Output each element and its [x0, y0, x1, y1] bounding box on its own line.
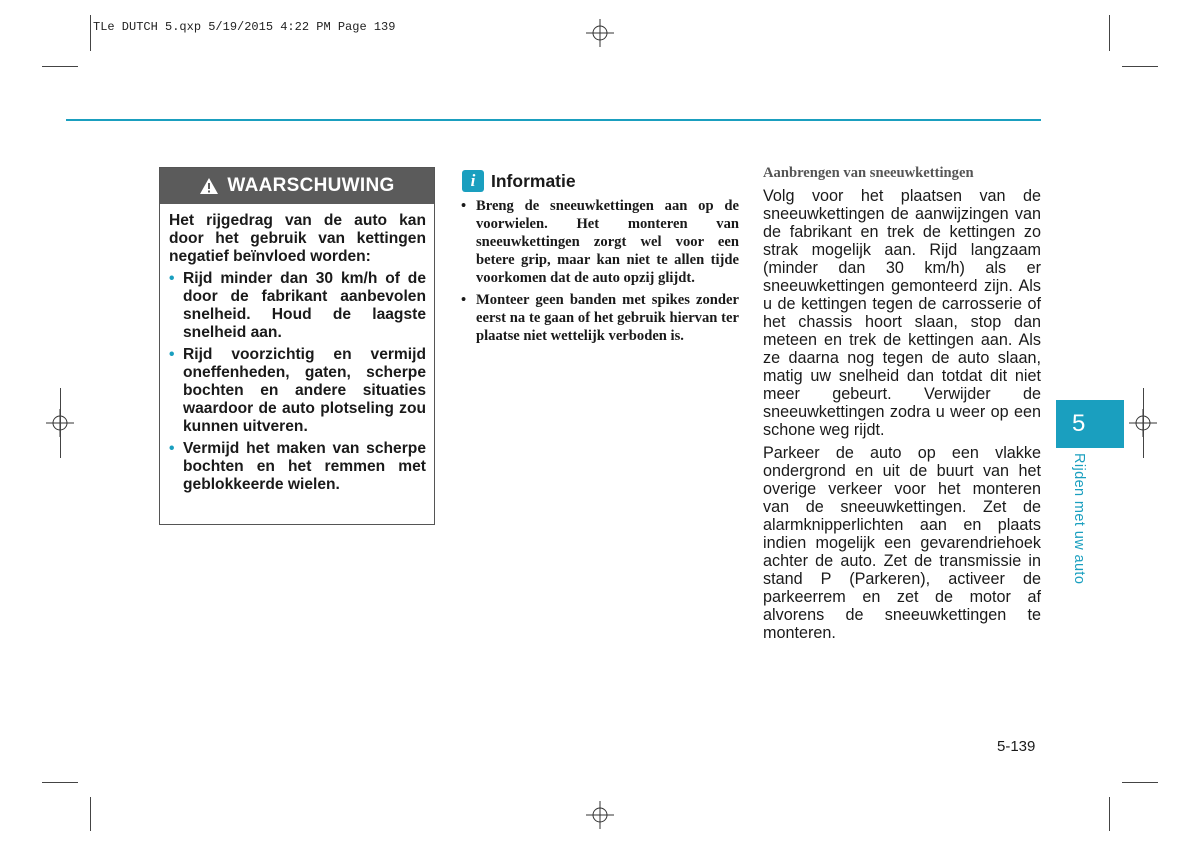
warning-title: WAARSCHUWING	[227, 175, 395, 196]
crop-mark	[1109, 797, 1110, 831]
info-title: Informatie	[491, 170, 576, 191]
bullet: •	[461, 292, 467, 308]
info-header	[462, 170, 576, 192]
info-item-text: Monteer geen banden met spikes zonder eerst na te gaan of het gebruik hiervan ter plaatse niet wettelijk verboden is.	[476, 292, 739, 344]
crop-mark	[42, 66, 78, 67]
bullet: •	[169, 440, 175, 457]
crop-mark	[1122, 782, 1158, 783]
crop-mark	[60, 388, 61, 458]
crop-mark	[90, 15, 91, 51]
bullet: •	[461, 198, 467, 214]
info-item	[461, 197, 739, 287]
info-item	[461, 291, 739, 345]
warning-item-text: Rijd voorzichtig en vermijd oneffenheden, gaten, scherpe bochten en andere situaties waardoor de auto plotseling zou kunnen uitveren.	[183, 346, 426, 435]
warning-header	[160, 168, 434, 204]
bullet: •	[169, 270, 175, 287]
warning-intro: Het rijgedrag van de auto kan door het gebruik van kettingen negatief beïnvloed worden:	[169, 212, 426, 265]
info-item-text: Breng de sneeuwkettingen aan op de voorwielen. Het monteren van sneeuwkettingen zorgt wel voor een betere grip, maar kan niet te allen tijde voorkomen dat de auto opzij glijdt.	[476, 198, 739, 286]
chapter-number: 5	[1072, 410, 1086, 437]
warning-item-text: Vermijd het maken van scherpe bochten en het remmen met geblokkeerde wielen.	[183, 440, 426, 493]
warning-item	[169, 440, 426, 494]
crop-mark	[1143, 388, 1144, 458]
crop-mark	[90, 797, 91, 831]
warning-item	[169, 270, 426, 342]
print-header: TLe DUTCH 5.qxp 5/19/2015 4:22 PM Page 139	[93, 20, 396, 34]
crop-mark	[1109, 15, 1110, 51]
chapter-tab	[1056, 400, 1124, 448]
warning-item-text: Rijd minder dan 30 km/h of de door de fabrikant aanbevolen snelheid. Houd de laagste snelheid aan.	[183, 270, 426, 341]
section-body	[763, 187, 1041, 647]
warning-item	[169, 346, 426, 436]
warning-box	[159, 167, 435, 525]
info-icon: i	[462, 170, 484, 192]
page-number: 5-139	[997, 738, 1036, 755]
registration-mark-icon	[586, 19, 614, 47]
registration-mark-icon	[586, 801, 614, 829]
warning-list	[169, 270, 426, 494]
header-rule	[66, 119, 1041, 121]
paragraph: Volg voor het plaatsen van de sneeuwkettingen de aanwijzingen van de fabrikant en trek de kettingen zo strak mogelijk aan. Rijd langzaam (minder dan 30 km/h) als er sneeuwkettingen gemonteerd zijn. Als u de kettingen tegen de carrosserie of het chassis hoort slaan, stop dan meteen en trek de kettingen aan. Als ze daarna nog tegen de auto slaan, matig uw snelheid dan totdat dit niet meer gebeurt. Verwijder de sneeuwkettingen zodra u weer op een schone weg rijdt.	[763, 187, 1041, 439]
info-list	[461, 197, 739, 349]
chapter-title: Rijden met uw auto	[1071, 453, 1087, 585]
crop-mark	[1122, 66, 1158, 67]
crop-mark	[42, 782, 78, 783]
warning-triangle-icon	[199, 177, 219, 195]
bullet: •	[169, 346, 175, 363]
warning-body	[160, 204, 434, 494]
section-heading: Aanbrengen van sneeuwkettingen	[763, 165, 974, 181]
paragraph: Parkeer de auto op een vlakke ondergrond en uit de buurt van het overige verkeer voor het monteren van de sneeuwkettingen. Zet de alarmknipperlichten aan en plaats indien mogelijk een gevarendriehoek achter de auto. Zet de transmissie in stand P (Parkeren), activeer de parkeerrem en zet de motor af alvorens de sneeuwkettingen te monteren.	[763, 444, 1041, 642]
